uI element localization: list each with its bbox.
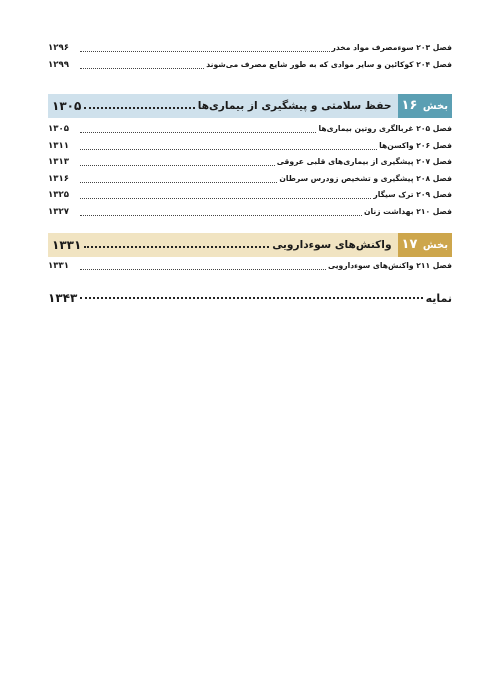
toc-entry-title: فصل ۲۱۰ بهداشت زنان (363, 206, 452, 216)
part-17-page: ۱۳۳۱ (52, 238, 82, 252)
toc-entry-title: فصل ۲۰۸ پیشگیری و تشخیص زودرس سرطان (279, 173, 452, 183)
leader-dots (80, 121, 316, 133)
toc-entry-title: فصل ۲۰۷ پیشگیری از بیماری‌های قلبی عروقی (276, 157, 452, 166)
index-page: ۱۳۴۳ (48, 291, 78, 305)
part-17-section (48, 233, 452, 275)
toc-entry[interactable] (48, 171, 452, 188)
toc-entry[interactable] (48, 121, 452, 138)
leader-dots (80, 258, 326, 270)
toc-entry[interactable] (48, 187, 452, 204)
leader-dots (80, 171, 277, 183)
leader-dots (80, 204, 362, 216)
part-17-header[interactable] (48, 233, 452, 257)
toc-entry-title: فصل ۲۰۵ غربالگری روتین بیماری‌ها (318, 124, 452, 133)
leader-dots (84, 238, 269, 248)
part-16-page: ۱۳۰۵ (52, 99, 82, 113)
part-17-band (48, 233, 398, 257)
toc-section-top (48, 40, 452, 73)
toc-entry-page: ۱۲۹۹ (48, 59, 69, 70)
toc-entry-title: فصل ۲۰۶ واکسن‌ها (379, 140, 452, 150)
part-number: ۱۶ (401, 98, 418, 113)
toc-entry-page: ۱۳۰۵ (48, 124, 69, 134)
part-label: بخش (422, 240, 448, 251)
part-16-title: حفظ سلامتی و پیشگیری از بیماری‌ها (197, 100, 392, 112)
index-title: نمایه (425, 291, 452, 305)
toc-entry[interactable] (48, 204, 452, 221)
index-section (48, 288, 452, 308)
toc-entry-page: ۱۳۳۱ (48, 261, 69, 271)
toc-entry[interactable] (48, 258, 452, 275)
index-entry[interactable] (48, 288, 452, 308)
part-16-tag (398, 94, 452, 118)
toc-entry[interactable] (48, 154, 452, 171)
leader-dots (80, 40, 330, 52)
part-number: ۱۷ (401, 237, 418, 252)
toc-entry[interactable] (48, 57, 452, 74)
toc-entry[interactable] (48, 138, 452, 155)
part-16-band (48, 94, 398, 118)
leader-dots (80, 154, 275, 166)
part-16-section (48, 94, 452, 220)
leader-dots (80, 138, 377, 150)
toc-entry[interactable] (48, 40, 452, 57)
toc-entry-title: فصل ۲۰۴ کوکائین و سایر موادی که به طور شایع مصرف می‌شوند (206, 59, 452, 69)
toc-entry-page: ۱۳۱۶ (48, 173, 69, 184)
toc-entry-title: فصل ۲۰۳ سوءمصرف مواد مخدر (331, 43, 452, 52)
toc-entry-title: فصل ۲۱۱ واکنش‌های سوءدارویی (328, 261, 452, 270)
leader-dots (80, 187, 371, 199)
leader-dots (80, 57, 204, 69)
part-17-tag (398, 233, 452, 257)
toc-entry-page: ۱۳۲۷ (48, 206, 69, 217)
leader-dots (84, 99, 194, 109)
toc-entry-title: فصل ۲۰۹ ترک سیگار (373, 190, 452, 199)
toc-entry-page: ۱۲۹۶ (48, 43, 69, 53)
part-16-header[interactable] (48, 94, 452, 118)
toc-entry-page: ۱۳۱۱ (48, 140, 69, 151)
toc-entry-page: ۱۳۱۳ (48, 157, 69, 167)
leader-dots (80, 288, 422, 299)
part-17-title: واکنش‌های سوءدارویی (272, 239, 392, 251)
toc-entry-page: ۱۳۲۵ (48, 190, 69, 200)
part-label: بخش (422, 101, 448, 112)
